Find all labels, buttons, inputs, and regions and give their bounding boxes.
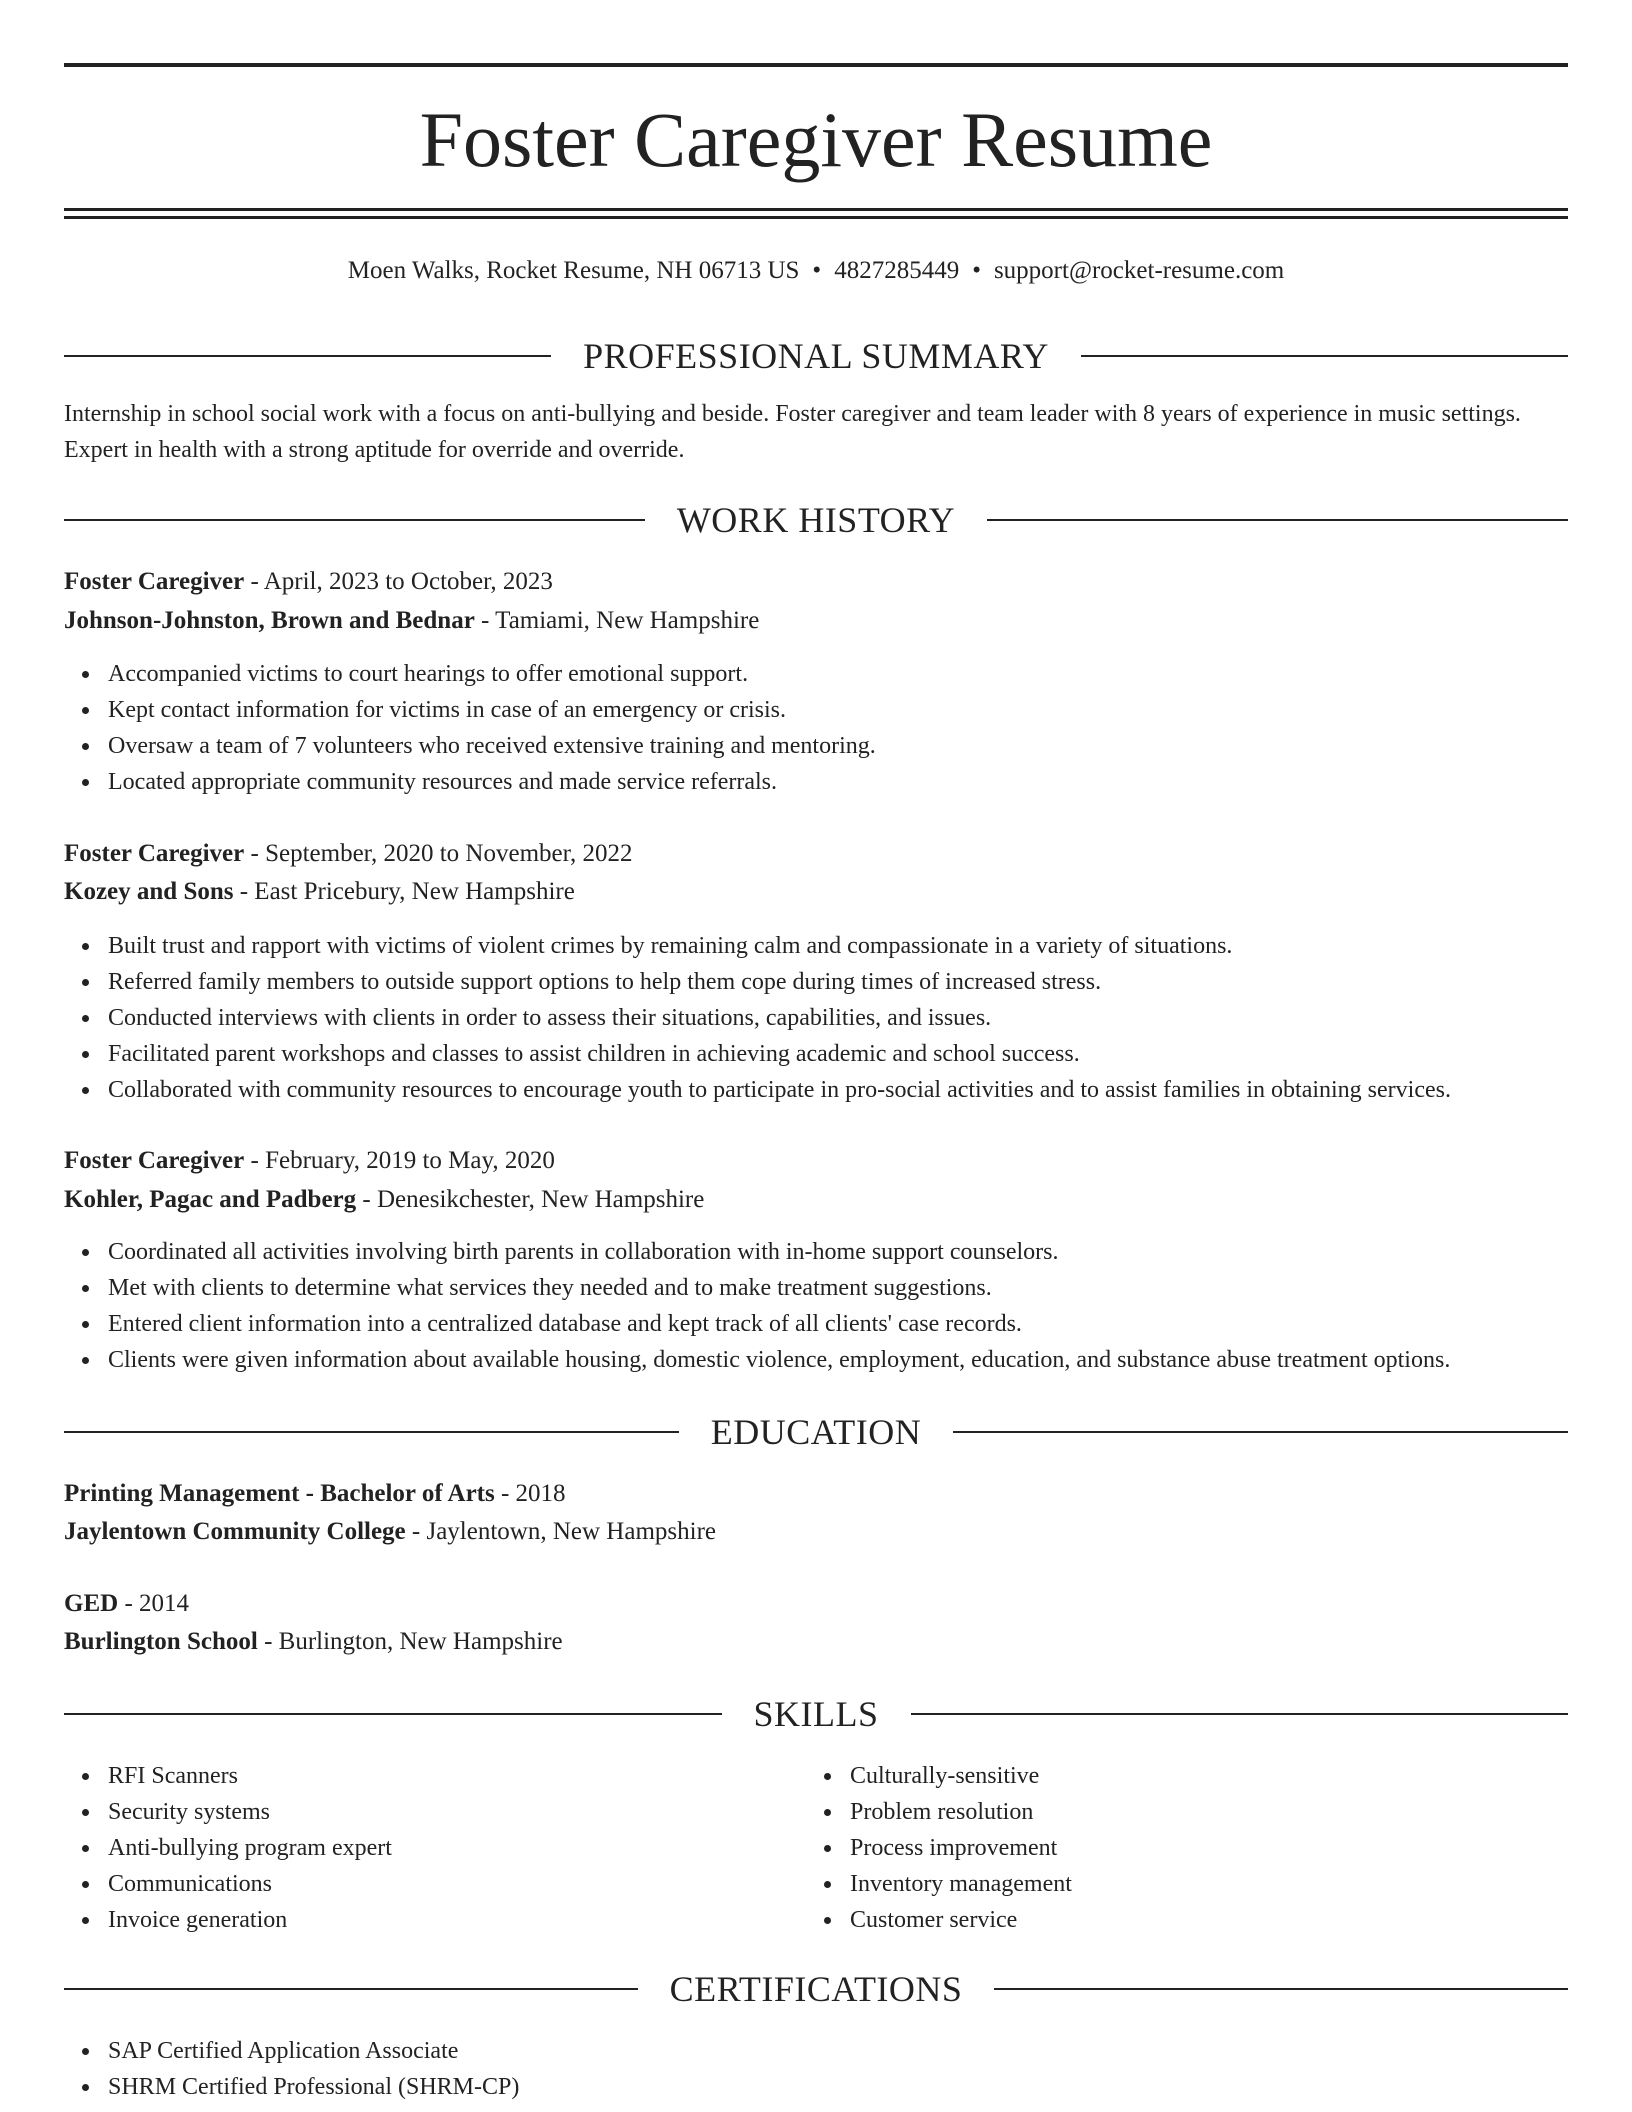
job-bullets [64, 928, 1568, 1108]
section-rule [64, 1988, 638, 1990]
job-dates: - February, 2019 to May, 2020 [244, 1147, 555, 1174]
section-header-summary [64, 336, 1568, 376]
job-title: Foster Caregiver [64, 840, 245, 867]
list-item: Communications [64, 1866, 764, 1902]
list-item: Accompanied victims to court hearings to offer emotional support. [64, 656, 1568, 692]
job-location: - Denesikchester, New Hampshire [356, 1186, 705, 1213]
section-header-certifications [64, 1969, 1568, 2009]
job-company-row [64, 1183, 1568, 1217]
list-item: Oversaw a team of 7 volunteers who received extensive training and mentoring. [64, 728, 1568, 764]
job-title-row [64, 837, 1568, 871]
contact-separator: • [812, 257, 822, 284]
section-header-skills [64, 1694, 1568, 1734]
job-bullets [64, 656, 1568, 800]
section-rule [64, 1431, 679, 1433]
section-rule [64, 519, 645, 521]
education-degree-row [64, 1587, 1568, 1621]
education-degree: Printing Management - Bachelor of Arts [64, 1480, 495, 1507]
contact-address: Moen Walks, Rocket Resume, NH 06713 US [347, 257, 800, 284]
contact-line [64, 254, 1568, 288]
list-item: Kept contact information for victims in case of an emergency or crisis. [64, 692, 1568, 728]
section-header-work [64, 500, 1568, 540]
job-company: Kohler, Pagac and Padberg [64, 1186, 357, 1213]
skills-list-right [806, 1758, 1506, 1938]
education-location: - Burlington, New Hampshire [257, 1628, 563, 1655]
job-title-row [64, 565, 1568, 599]
education-location: - Jaylentown, New Hampshire [405, 1518, 716, 1545]
contact-separator: • [972, 257, 981, 284]
education-school: Jaylentown Community College [64, 1518, 406, 1545]
certifications-list [64, 2033, 1568, 2105]
list-item: Built trust and rapport with victims of violent crimes by remaining calm and compassionate in a variety of situations. [64, 928, 1568, 964]
list-item: SHRM Certified Professional (SHRM-CP) [64, 2069, 1568, 2105]
title-rule-lower [64, 216, 1568, 219]
list-item: Process improvement [806, 1830, 1506, 1866]
education-school: Burlington School [64, 1628, 258, 1655]
job-dates: - April, 2023 to October, 2023 [244, 568, 553, 595]
title-rule-upper [64, 208, 1568, 211]
list-item: Security systems [64, 1794, 764, 1830]
section-rule [953, 1431, 1568, 1433]
list-item: Located appropriate community resources and made service referrals. [64, 764, 1568, 800]
section-rule [987, 519, 1568, 521]
job-title: Foster Caregiver [64, 1147, 245, 1174]
section-rule [64, 1713, 722, 1715]
job-company-row [64, 875, 1568, 909]
list-item: Conducted interviews with clients in order to assess their situations, capabilities, and issues. [64, 1000, 1568, 1036]
list-item: Anti-bullying program expert [64, 1830, 764, 1866]
section-rule [911, 1713, 1569, 1715]
list-item: Culturally-sensitive [806, 1758, 1506, 1794]
list-item: Customer service [806, 1902, 1506, 1938]
section-rule [1081, 355, 1568, 357]
section-rule [64, 355, 551, 357]
section-title-certifications: CERTIFICATIONS [669, 1969, 963, 2009]
education-school-row [64, 1625, 1568, 1659]
page-title: Foster Caregiver Resume [419, 96, 1213, 183]
section-title-work: WORK HISTORY [676, 500, 956, 540]
list-item: Met with clients to determine what services they needed and to make treatment suggestions. [64, 1270, 1568, 1306]
education-school-row [64, 1515, 1568, 1549]
job-title-row [64, 1144, 1568, 1178]
education-year: - 2018 [494, 1480, 566, 1507]
section-rule [994, 1988, 1568, 1990]
job-bullets [64, 1234, 1568, 1378]
summary-text: Internship in school social work with a focus on anti-bullying and beside. Foster caregiver and team leader with 8 years of experience in music settings. Expert in health with a strong aptitude for override and override. [64, 401, 1521, 463]
section-header-education [64, 1412, 1568, 1452]
job-dates: - September, 2020 to November, 2022 [244, 840, 633, 867]
education-year: - 2014 [118, 1590, 190, 1617]
list-item: Clients were given information about available housing, domestic violence, employment, education, and substance abuse treatment options. [64, 1342, 1568, 1378]
top-rule [64, 63, 1568, 67]
list-item: Coordinated all activities involving birth parents in collaboration with in-home support counselors. [64, 1234, 1568, 1270]
section-title-education: EDUCATION [710, 1412, 922, 1452]
job-location: - Tamiami, New Hampshire [474, 607, 760, 634]
section-title-summary: PROFESSIONAL SUMMARY [583, 336, 1049, 376]
contact-email: support@rocket-resume.com [993, 257, 1285, 284]
list-item: Facilitated parent workshops and classes to assist children in achieving academic and school success. [64, 1036, 1568, 1072]
list-item: Referred family members to outside support options to help them cope during times of increased stress. [64, 964, 1568, 1000]
job-title: Foster Caregiver [64, 568, 245, 595]
list-item: RFI Scanners [64, 1758, 764, 1794]
job-location: - East Pricebury, New Hampshire [233, 878, 575, 905]
contact-phone: 4827285449 [834, 257, 960, 284]
education-degree-row [64, 1477, 1568, 1511]
list-item: Invoice generation [64, 1902, 764, 1938]
list-item: SAP Certified Application Associate [64, 2033, 1568, 2069]
list-item: Inventory management [806, 1866, 1506, 1902]
job-company-row [64, 604, 1568, 638]
job-company: Johnson-Johnston, Brown and Bednar [64, 607, 475, 634]
section-title-skills: SKILLS [753, 1694, 879, 1734]
education-degree: GED [64, 1590, 119, 1617]
skills-list-left [64, 1758, 764, 1938]
list-item: Problem resolution [806, 1794, 1506, 1830]
list-item: Entered client information into a centralized database and kept track of all clients' case records. [64, 1306, 1568, 1342]
list-item: Collaborated with community resources to encourage youth to participate in pro-social activities and to assist families in obtaining services. [64, 1072, 1568, 1108]
job-company: Kozey and Sons [64, 878, 234, 905]
